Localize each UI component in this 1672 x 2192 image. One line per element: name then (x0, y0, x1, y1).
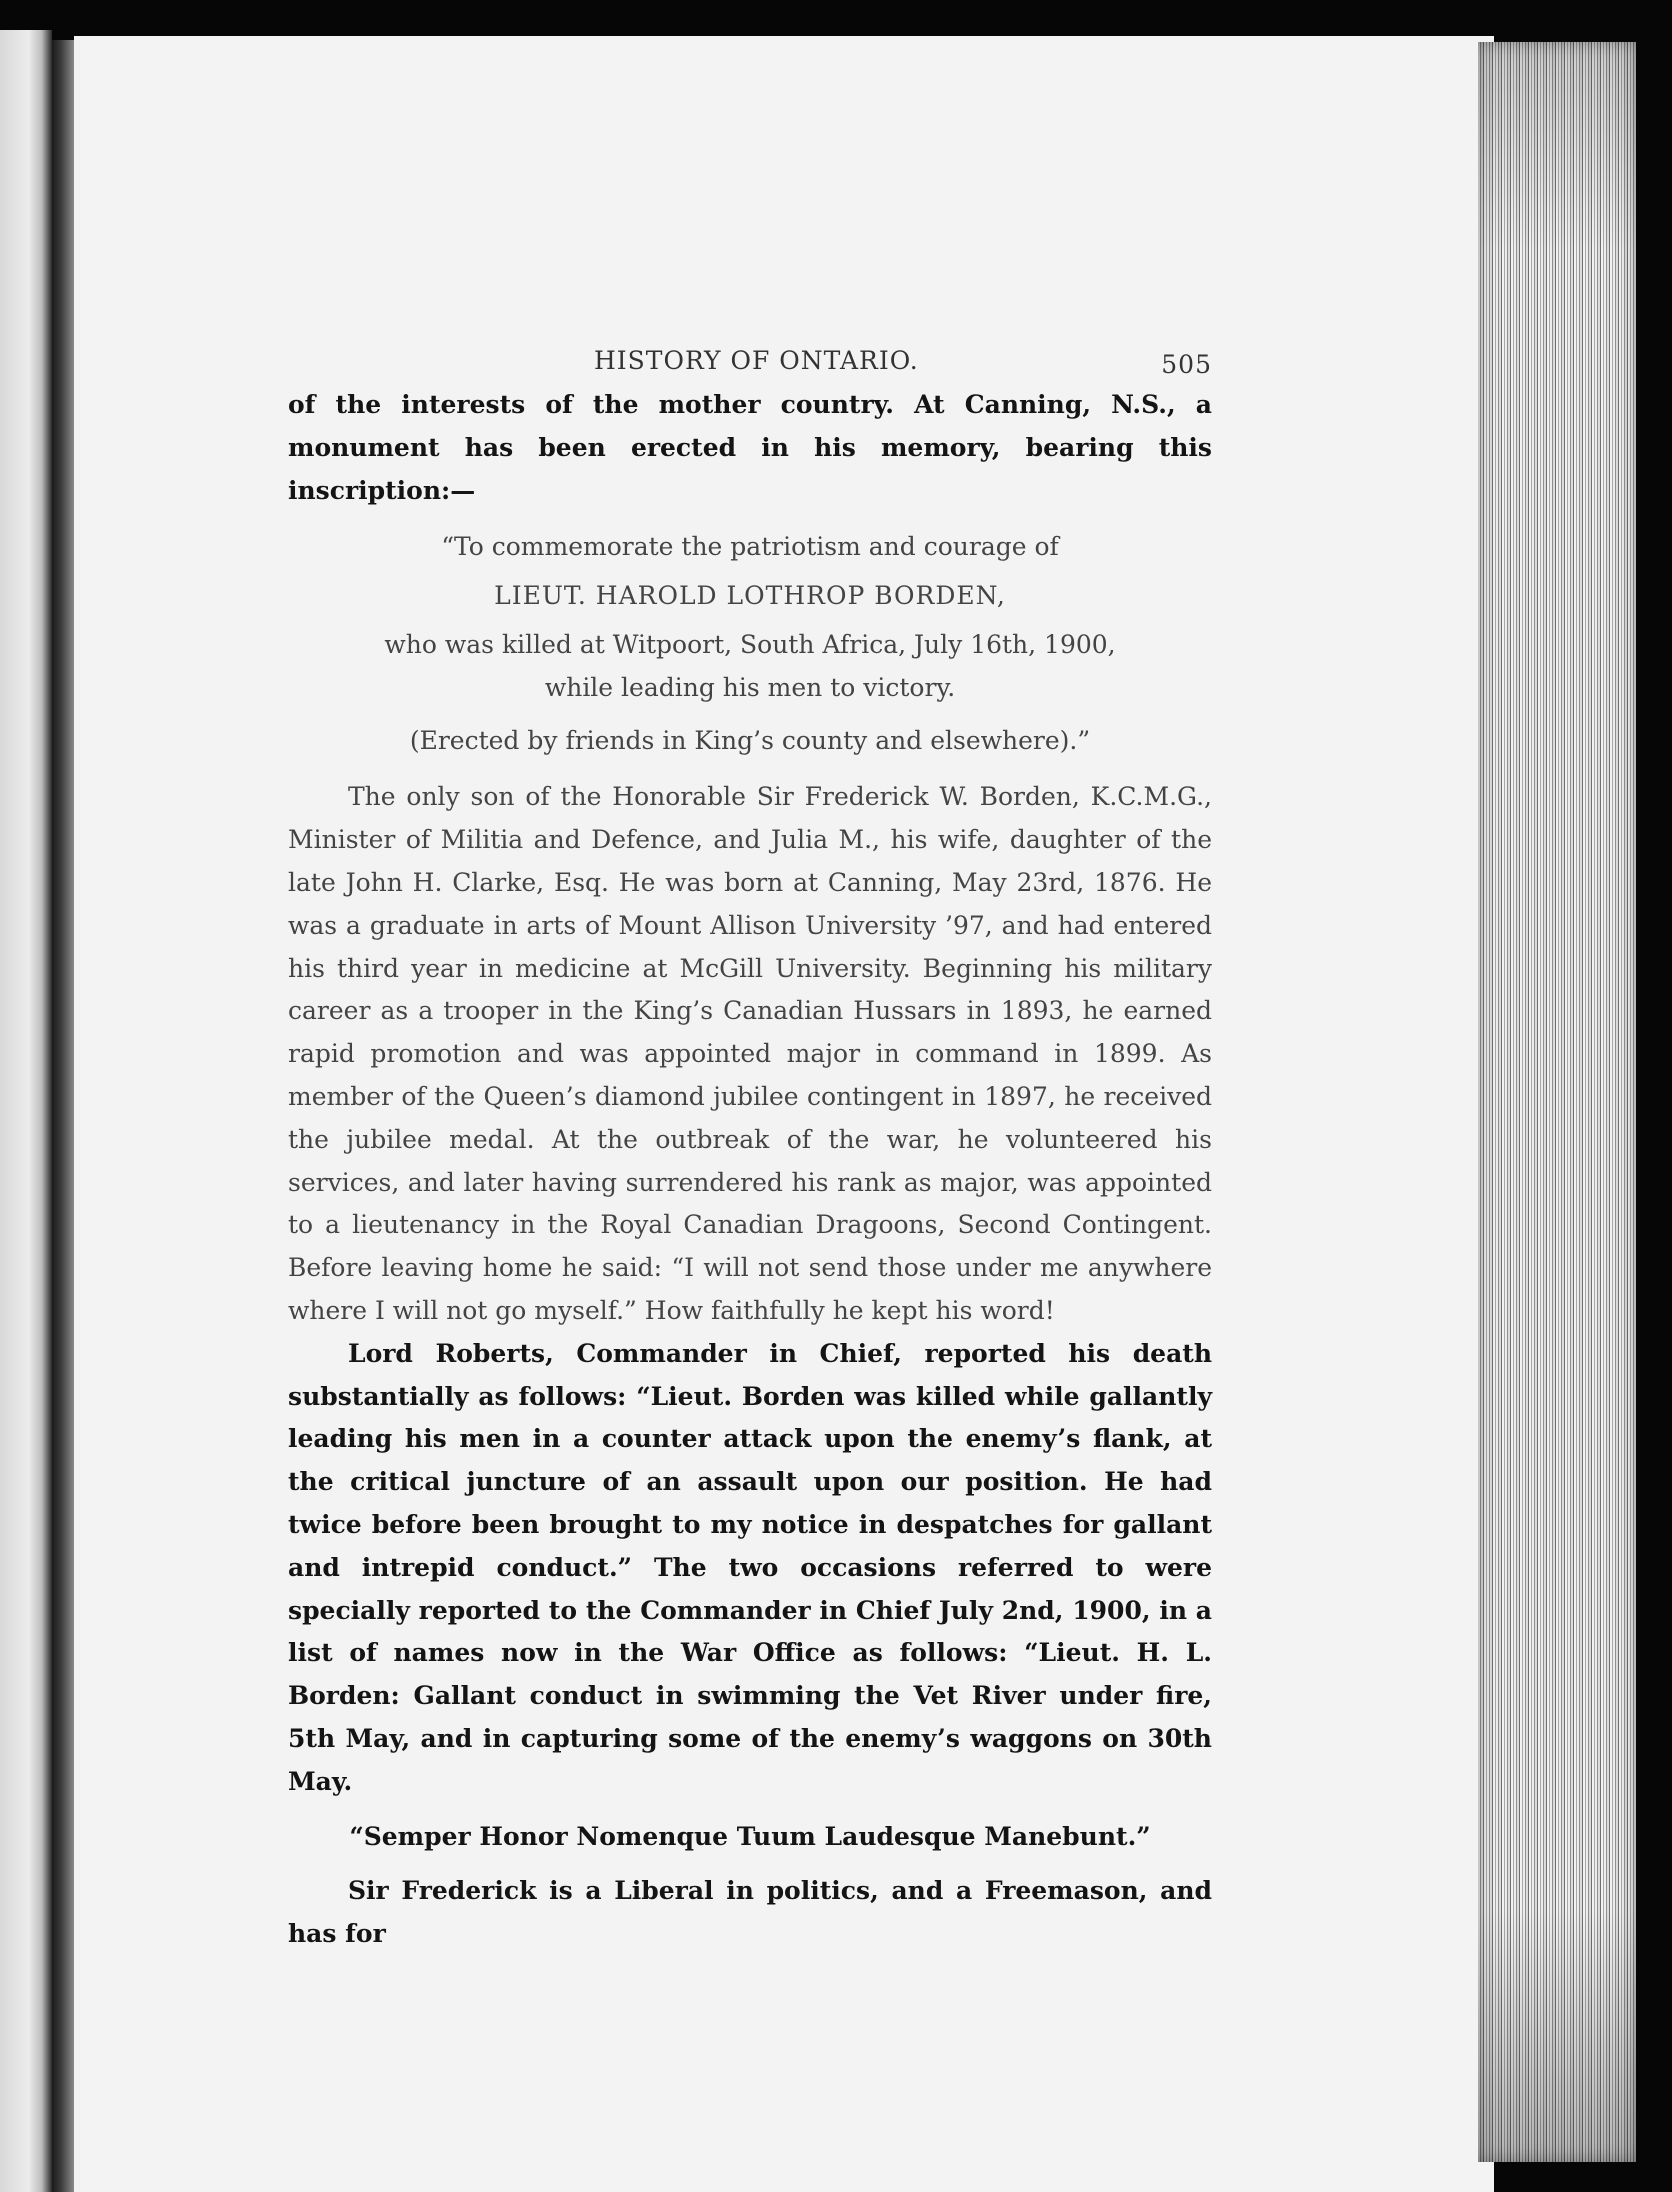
page-number: 505 (1161, 350, 1212, 379)
page-stack-shade (1478, 42, 1636, 2162)
running-title: HISTORY OF ONTARIO. (594, 346, 919, 375)
inscription-line-3: who was killed at Witpoort, South Africa, July 16th, 1900, (384, 629, 1116, 659)
inscription-name: LIEUT. HAROLD LOTHROP BORDEN, (494, 581, 1006, 611)
inscription-erected: (Erected by friends in King’s county and elsewhere).” (409, 725, 1091, 755)
book-gutter (52, 40, 74, 2192)
intro-paragraph: of the interests of the mother country. At Canning, N.S., a monument has been erected in his memory, bearing this inscription:— (288, 390, 1212, 505)
inscription-line-1: “To commemorate the patriotism and courage of (441, 532, 1059, 562)
monument-inscription (288, 526, 1212, 762)
running-head (288, 340, 1212, 384)
page-text-block (288, 340, 1212, 1956)
motto: “Semper Honor Nomenque Tuum Laudesque Manebunt.” (349, 1821, 1151, 1851)
closing-line: Sir Frederick is a Liberal in politics, and a Freemason, and has for (288, 1876, 1212, 1949)
despatch-paragraph: Lord Roberts, Commander in Chief, reported his death substantially as follows: “Lieut. Borden was killed while gallantly leading his men in a counter attack upon the enemy’s flank, at the critical juncture of an assault upon our position. He had twice before been brought to my notice in despatches for gallant and intrepid conduct.” The two occasions referred to were specially reported to the Commander in Chief July 2nd, 1900, in a list of names now in the War Office as follows: “Lieut. H. L. Borden: Gallant conduct in swimming the Vet River under fire, 5th May, and in capturing some of the enemy’s waggons on 30th May. (288, 1338, 1212, 1796)
inscription-line-4: while leading his men to victory. (544, 672, 956, 702)
biography-paragraph: The only son of the Honorable Sir Frederick W. Borden, K.C.M.G., Minister of Militia and Defence, and Julia M., his wife, daughter of the late John H. Clarke, Esq. He was born at Canning, May 23rd, 1876. He was a graduate in arts of Mount Allison University ’97, and had entered his third year in medicine at McGill University. Beginning his military career as a trooper in the King’s Canadian Hussars in 1893, he earned rapid promotion and was appointed major in command in 1899. As member of the Queen’s diamond jubilee contingent in 1897, he received the jubilee medal. At the outbreak of the war, he volunteered his services, and later having surrendered his rank as major, was appointed to a lieutenancy in the Royal Canadian Dragoons, Second Contingent. Before leaving home he said: “I will not send those under me anywhere where I will not go myself.” How faithfully he kept his word! (288, 782, 1212, 1325)
previous-page-edge (0, 30, 52, 2192)
